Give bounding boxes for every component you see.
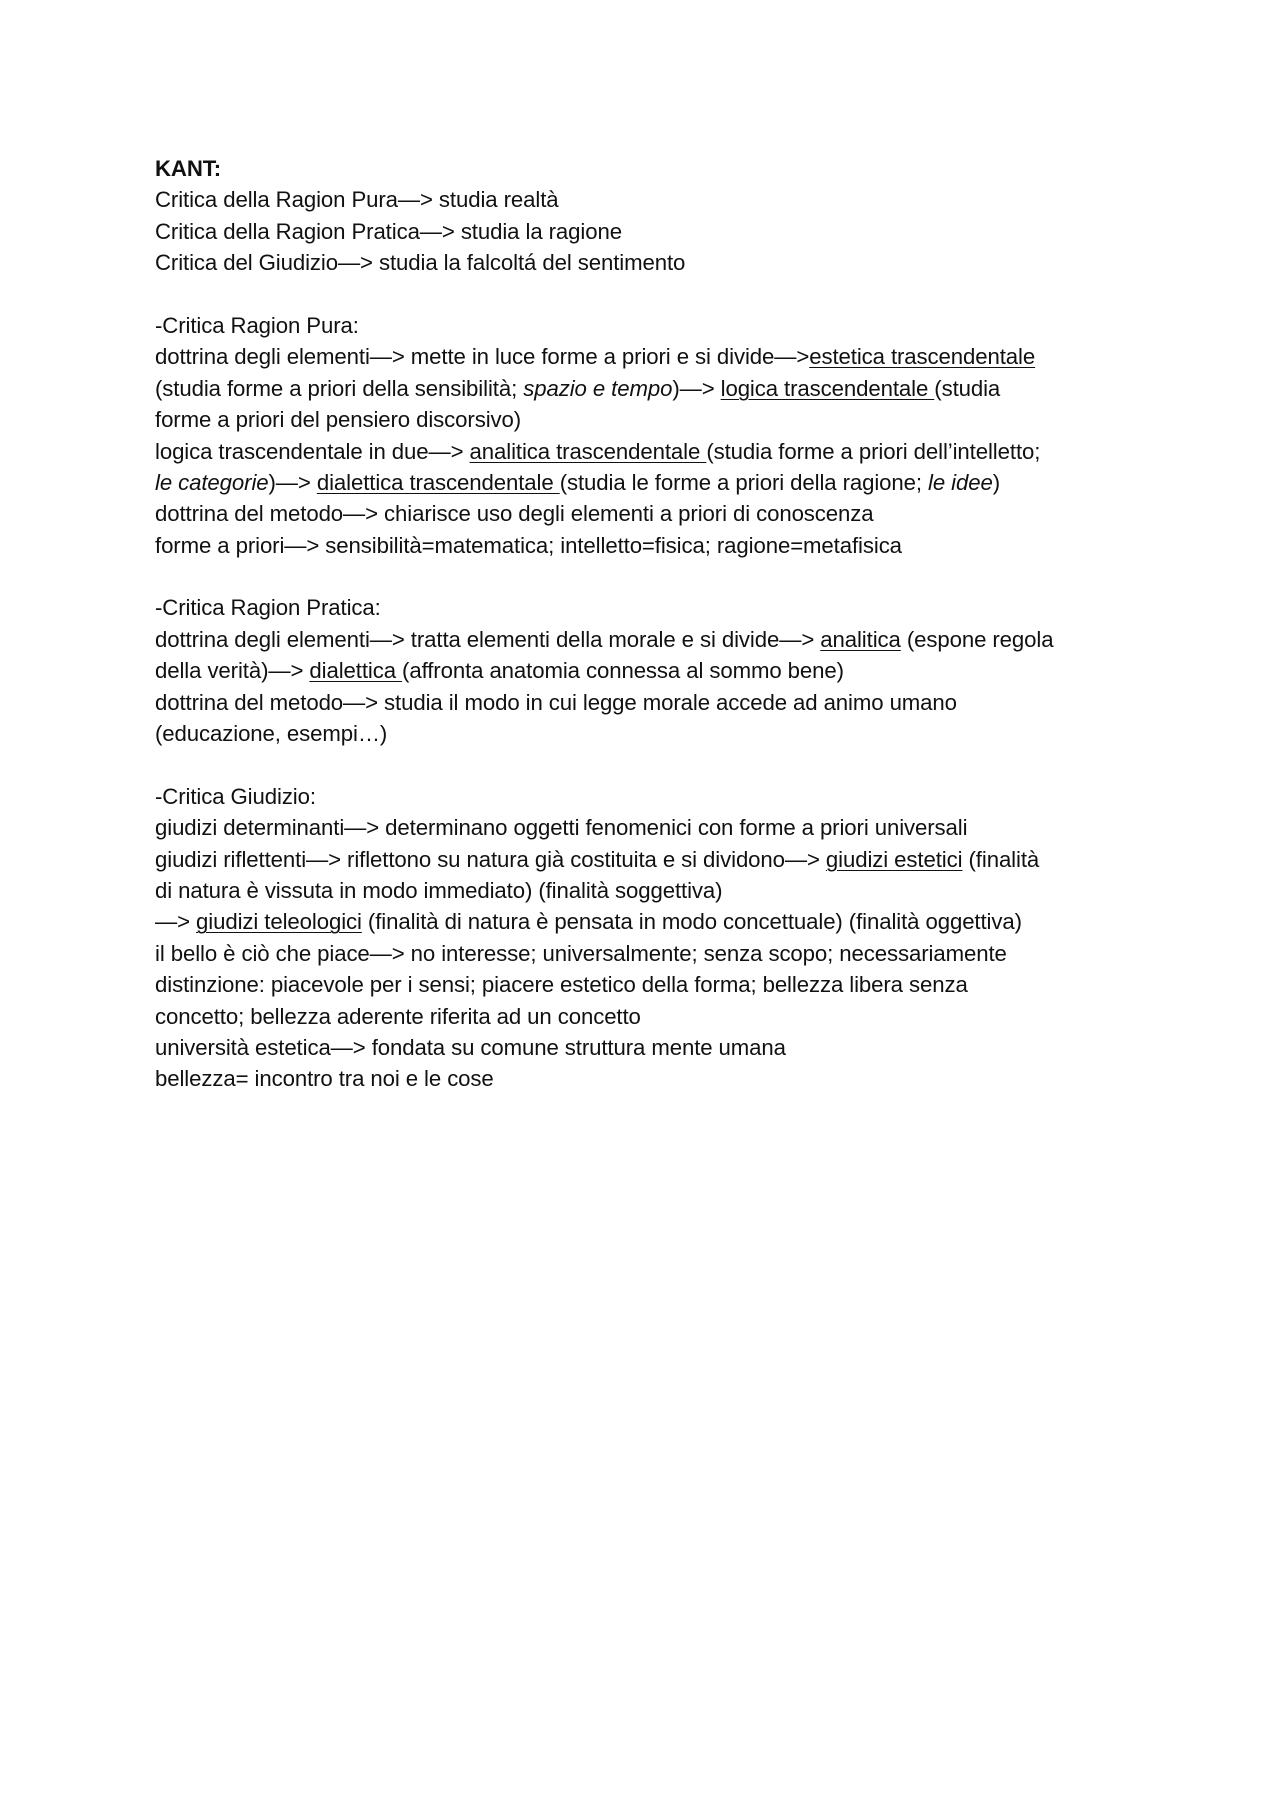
underlined-term: analitica trascendentale (469, 438, 707, 464)
text: dottrina degli elementi—> mette in luce forme a priori e si divide—> (155, 344, 810, 370)
giudizio-line-3: di natura è vissuta in modo immediato) (finalità soggettiva) (155, 877, 723, 903)
text: (studia forme a priori della sensibilità; (155, 375, 524, 401)
section-heading-giudizio: -Critica Giudizio: (155, 783, 316, 809)
pura-line-1 (155, 341, 1215, 372)
text: giudizi riflettenti—> riflettono su natura già costituita e si dividono—> (155, 846, 826, 872)
pratica-line-3: dottrina del metodo—> studia il modo in cui legge morale accede ad animo umano (155, 689, 957, 715)
giudizio-line-2 (155, 844, 1215, 875)
pratica-line-2 (155, 655, 1215, 686)
pura-line-7: forme a priori—> sensibilità=matematica; intelletto=fisica; ragione=metafisica (155, 532, 902, 558)
text: (studia le forme a priori della ragione; (559, 469, 929, 495)
section-heading-pura: -Critica Ragion Pura: (155, 312, 359, 338)
section-heading-pratica: -Critica Ragion Pratica: (155, 595, 381, 621)
text: dottrina degli elementi—> tratta elementi della morale e si divide—> (155, 626, 821, 652)
intro-line-pratica: Critica della Ragion Pratica—> studia la ragione (155, 218, 622, 244)
giudizio-line-8: università estetica—> fondata su comune struttura mente umana (155, 1034, 786, 1060)
pura-line-2 (155, 373, 1215, 404)
underlined-term: analitica (820, 626, 901, 652)
italic-term: le idee (928, 469, 993, 495)
pratica-line-4: (educazione, esempi…) (155, 721, 388, 747)
document-page (155, 153, 1215, 1095)
giudizio-line-4 (155, 906, 1215, 937)
underlined-term: dialettica (309, 658, 403, 684)
italic-term: le categorie (155, 469, 269, 495)
text: )—> (268, 469, 317, 495)
text: (finalità (962, 846, 1040, 872)
pura-line-3: forme a priori del pensiero discorsivo) (155, 407, 522, 433)
underlined-term: giudizi estetici (825, 846, 963, 872)
giudizio-line-9: bellezza= incontro tra noi e le cose (155, 1066, 494, 1092)
giudizio-line-5: il bello è ciò che piace—> no interesse; universalmente; senza scopo; necessariamente (155, 940, 1007, 966)
pura-line-4 (155, 436, 1215, 467)
text: (finalità di natura è pensata in modo concettuale) (finalità oggettiva) (361, 909, 1022, 935)
paragraph-spacer (155, 561, 1215, 592)
paragraph-spacer (155, 279, 1215, 310)
text: della verità)—> (155, 658, 310, 684)
text: (espone regola (900, 626, 1054, 652)
text: )—> (672, 375, 721, 401)
giudizio-line-6: distinzione: piacevole per i sensi; piacere estetico della forma; bellezza libera senza (155, 972, 968, 998)
text: ) (992, 469, 1001, 495)
underlined-term: logica trascendentale (720, 375, 935, 401)
text: (studia forme a priori dell’intelletto; (706, 438, 1041, 464)
intro-line-pura: Critica della Ragion Pura—> studia realtà (155, 187, 559, 213)
pura-line-5 (155, 467, 1215, 498)
text: —> (155, 909, 197, 935)
underlined-term: giudizi teleologici (196, 909, 362, 935)
paragraph-spacer (155, 749, 1215, 780)
pratica-line-1 (155, 624, 1215, 655)
text: logica trascendentale in due—> (155, 438, 470, 464)
document-title: KANT: (155, 156, 222, 181)
text: (studia (934, 375, 1001, 401)
underlined-term: dialettica trascendentale (316, 469, 560, 495)
pura-line-6: dottrina del metodo—> chiarisce uso degli elementi a priori di conoscenza (155, 501, 874, 527)
underlined-term: estetica trascendentale (809, 344, 1036, 370)
text: (affronta anatomia connessa al sommo bene) (402, 658, 844, 684)
italic-term: spazio e tempo (523, 375, 673, 401)
giudizio-line-1: giudizi determinanti—> determinano oggetti fenomenici con forme a priori universali (155, 815, 968, 841)
intro-line-giudizio: Critica del Giudizio—> studia la falcoltá del sentimento (155, 250, 686, 276)
giudizio-line-7: concetto; bellezza aderente riferita ad un concetto (155, 1003, 641, 1029)
